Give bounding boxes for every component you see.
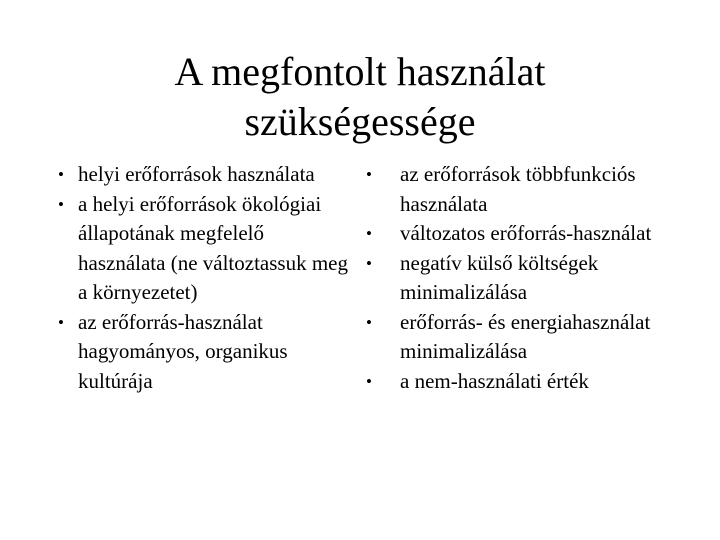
- bullet-icon: •: [58, 194, 64, 214]
- list-item-text: a nem-használati érték: [400, 368, 589, 393]
- list-item: [366, 160, 666, 219]
- bullet-icon: •: [366, 371, 372, 391]
- right-bullet-list: [366, 160, 666, 396]
- list-item-text: a helyi erőforrások ökológiai állapotának megfelelő használata (ne változtassuk meg a környezetet): [78, 191, 348, 304]
- list-item-text: erőforrás- és energiahasználat minimalizálása: [400, 309, 651, 363]
- bullet-icon: •: [58, 165, 64, 184]
- list-item-text: az erőforrások többfunkciós használata: [400, 162, 636, 216]
- bullet-icon: •: [366, 165, 372, 184]
- list-item-text: az erőforrás-használat hagyományos, organikus kultúrája: [78, 309, 288, 393]
- list-item: [366, 308, 666, 367]
- list-item: [58, 160, 348, 190]
- slide-title: A megfontolt használat szükségessége: [174, 49, 546, 144]
- right-column: [366, 160, 666, 396]
- list-item-text: változatos erőforrás-használat: [400, 221, 652, 245]
- bullet-icon: •: [366, 312, 372, 332]
- bullet-icon: •: [58, 312, 64, 332]
- list-item: [58, 308, 348, 397]
- left-column: [58, 160, 348, 396]
- list-item: [366, 249, 666, 308]
- list-item-text: helyi erőforrások használata: [78, 162, 315, 186]
- bullet-icon: •: [366, 253, 372, 273]
- list-item: [366, 219, 666, 249]
- list-item: [58, 190, 348, 308]
- left-bullet-list: [58, 160, 348, 396]
- list-item: [366, 367, 666, 397]
- bullet-icon: •: [366, 224, 372, 243]
- list-item-text: negatív külső költségek minimalizálása: [400, 250, 599, 304]
